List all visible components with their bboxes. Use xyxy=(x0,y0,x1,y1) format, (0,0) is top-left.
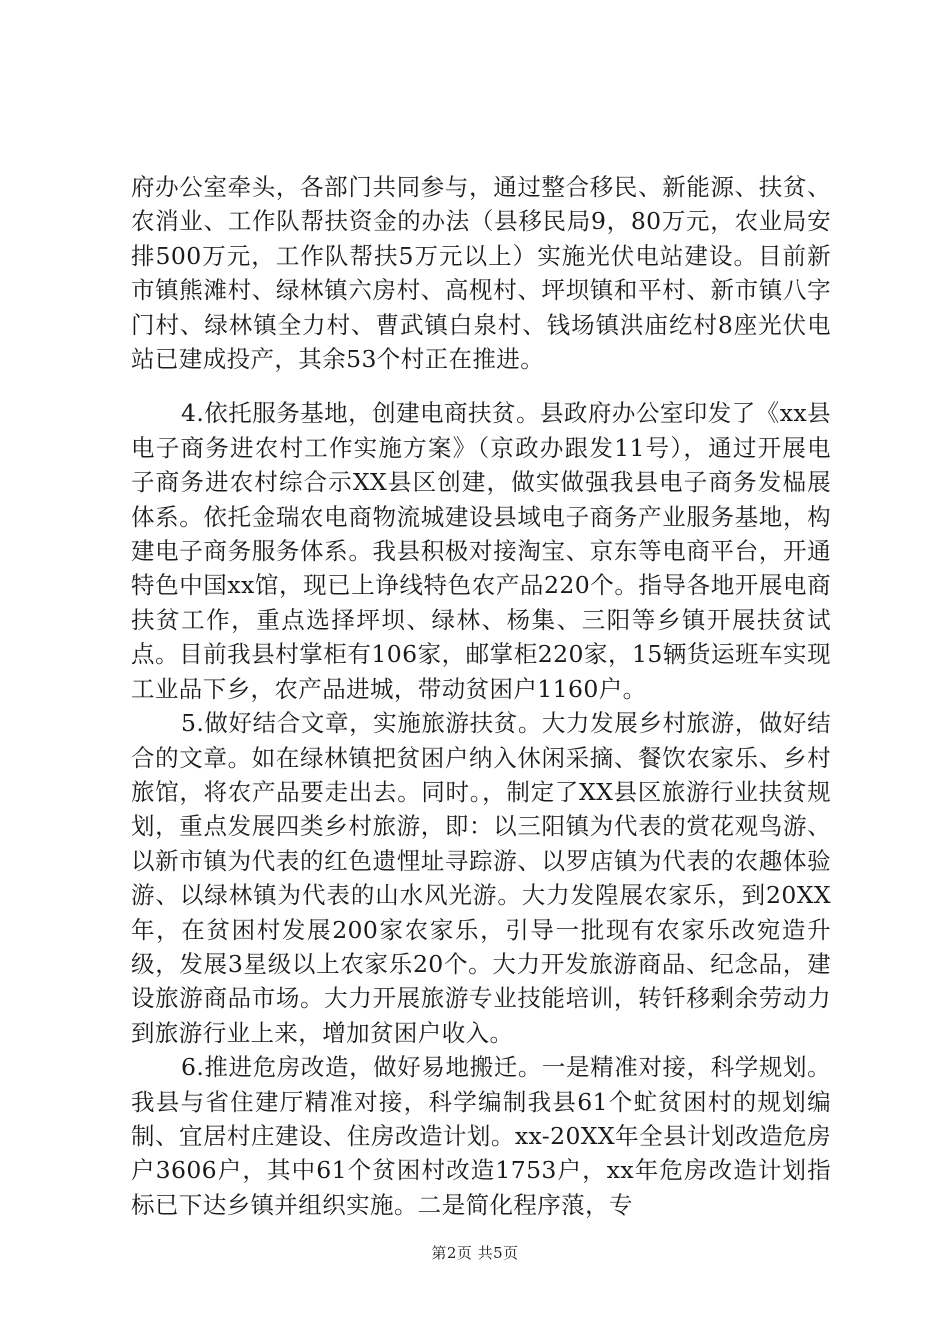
paragraph-continuation: 府办公室牵头，各部门共同参与，通过整合移民、新能源、扶贫、农消业、工作队帮扶资金的办法（县移民局9，80万元，农业局安排500万元，工作队帮扶5万元以上）实施光伏电站建设。目前新市镇熊滩村、绿林镇六房村、高枧村、坪坝镇和平村、新市镇八字门村、绿林镇全力村、曹武镇白泉村、钱场镇洪庙纥村8座光伏电站已建成投产，其余53个村正在推进。 xyxy=(131,173,831,374)
document-body xyxy=(131,170,831,1222)
paragraph-housing: 6.推进危房改造，做好易地搬迁。一是精准对接，科学规划。我县与省住建厅精准对接，科学编制我县61个虻贫困村的规划编制、宜居村庄建设、住房改造计划。xx-20XX年全县计划改造危房户3606户，其中61个贫困村改造1753户，xx年危房改造计划指标已下达乡镇并组织实施。二是简化程序蒗，专 xyxy=(131,1053,831,1219)
paragraph-gap xyxy=(131,376,831,396)
paragraph-ecommerce: 4.依托服务基地，创建电商扶贫。县政府办公室印发了《xx县电子商务进农村工作实施方案》（京政办跟发11号），通过开展电子商务进农村综合示XX县区创建，做实做强我县电子商务发榀展体系。依托金瑞农电商物流城建设县域电子商务产业服务基地，构建电子商务服务体系。我县积极对接淘宝、京东等电商平台，开通特色中国xx馆，现已上诤线特色农产品220个。指导各地开展电商扶贫工作，重点选择坪坝、绿林、杨集、三阳等乡镇开展扶贫试点。目前我县村掌柜有106家，邮掌柜220家，15辆货运班车实现工业品下乡，农产品进城，带动贫困户1160户。 xyxy=(131,399,831,703)
page-number-footer: 第2页 共5页 xyxy=(431,1244,519,1262)
paragraph-tourism: 5.做好结合文章，实施旅游扶贫。大力发展乡村旅游，做好结合的文章。如在绿林镇把贫困户纳入休闲采摘、餐饮农家乐、乡村旅馆，将农产品要走出去。同时。，制定了XX县区旅游行业扶贫规划，重点发展四类乡村旅游，即：以三阳镇为代表的赏花观鸟游、以新市镇为代表的红色遗悝址寻踪游、以罗店镇为代表的农趣体验游、以绿林镇为代表的山水风光游。大力发隍展农家乐，到20XX年，在贫困村发展200家农家乐，引导一批现有农家乐改宛造升级，发展3星级以上农家乐20个。大力开发旅游商品、纪念品，建设旅游商品市场。大力开展旅游专业技能培训，转钎移剩余劳动力到旅游行业上来，增加贫困户收入。 xyxy=(131,709,831,1047)
